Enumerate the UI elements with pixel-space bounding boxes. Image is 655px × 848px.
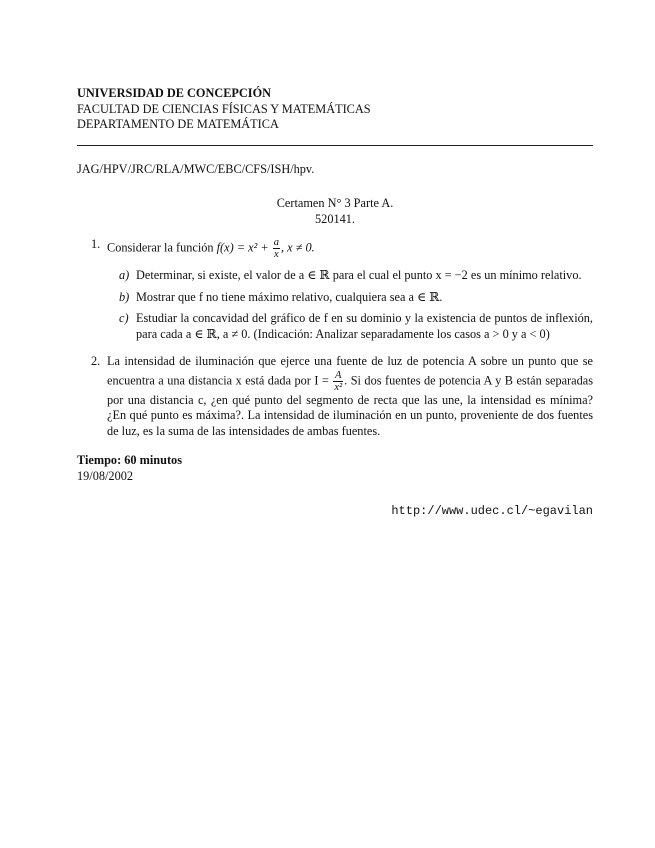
university-name: UNIVERSIDAD DE CONCEPCIÓN bbox=[77, 86, 272, 100]
exam-date: 19/08/2002 bbox=[77, 468, 134, 483]
question-1b-label: b) bbox=[119, 289, 130, 304]
exam-page bbox=[77, 86, 593, 520]
question-1 bbox=[77, 237, 593, 342]
question-1b-text: Mostrar que f no tiene máximo relativo, cualquiera sea a ∈ ℝ. bbox=[136, 289, 443, 304]
exam-title: Certamen N° 3 Parte A. bbox=[276, 196, 394, 210]
exam-code: 520141. bbox=[315, 211, 355, 226]
question-1c bbox=[107, 311, 593, 342]
fraction-a-over-x: $\frac{a}{x}$ bbox=[273, 237, 279, 260]
question-1-condition: , x ≠ 0. bbox=[280, 240, 315, 255]
question-1-function: f(x) = x² + bbox=[216, 240, 272, 255]
question-2-number: 2. bbox=[91, 354, 101, 368]
question-1a-label: a) bbox=[119, 268, 130, 282]
question-1c-label: c) bbox=[119, 311, 129, 325]
question-1c-text: Estudiar la concavidad del gráfico de f en su dominio y la existencia de puntos de inflexión, para cada a ∈ ℝ, a ≠ 0. (Indicación: Analizar separadamente los casos a > 0 y a < 0) bbox=[136, 311, 593, 341]
header bbox=[77, 86, 593, 133]
time-limit: Tiempo: 60 minutos bbox=[77, 453, 182, 467]
question-1-intro: Considerar la función bbox=[107, 240, 217, 255]
question-1-number: 1. bbox=[91, 237, 101, 251]
question-2 bbox=[77, 354, 593, 439]
fraction-a-over-x-squared: $\frac{A}{\text{x²}}$ bbox=[334, 369, 343, 393]
question-2-text-end: . Si dos fuentes de potencia A y B están separadas por una distancia c, ¿en qué punto del segmento de recta que las une, la intensidad es mínima? ¿En qué punto es máxima?. La intensidad de iluminación en un punto, proveniente de dos fuentes de luz, es la suma de las intensidades de ambas fuentes. bbox=[107, 372, 593, 438]
header-divider bbox=[77, 145, 593, 146]
author-codes: JAG/HPV/JRC/RLA/MWC/EBC/CFS/ISH/hpv. bbox=[77, 161, 315, 176]
question-2-text-start: La intensidad de iluminación que ejerce una fuente de luz de potencia A sobre un punto que se encuentra a una distancia x está dada por I = bbox=[107, 354, 593, 387]
question-1a-text: Determinar, si existe, el valor de a ∈ ℝ para el cual el punto x = −2 es un mínimo relativo. bbox=[136, 268, 582, 282]
author-url: http://www.udec.cl/~egavilan bbox=[391, 504, 593, 518]
department-name: DEPARTAMENTO DE MATEMÁTICA bbox=[77, 117, 279, 131]
faculty-name: FACULTAD DE CIENCIAS FÍSICAS Y MATEMÁTICAS bbox=[77, 101, 371, 116]
question-1a bbox=[107, 268, 593, 284]
question-1b bbox=[107, 290, 593, 306]
